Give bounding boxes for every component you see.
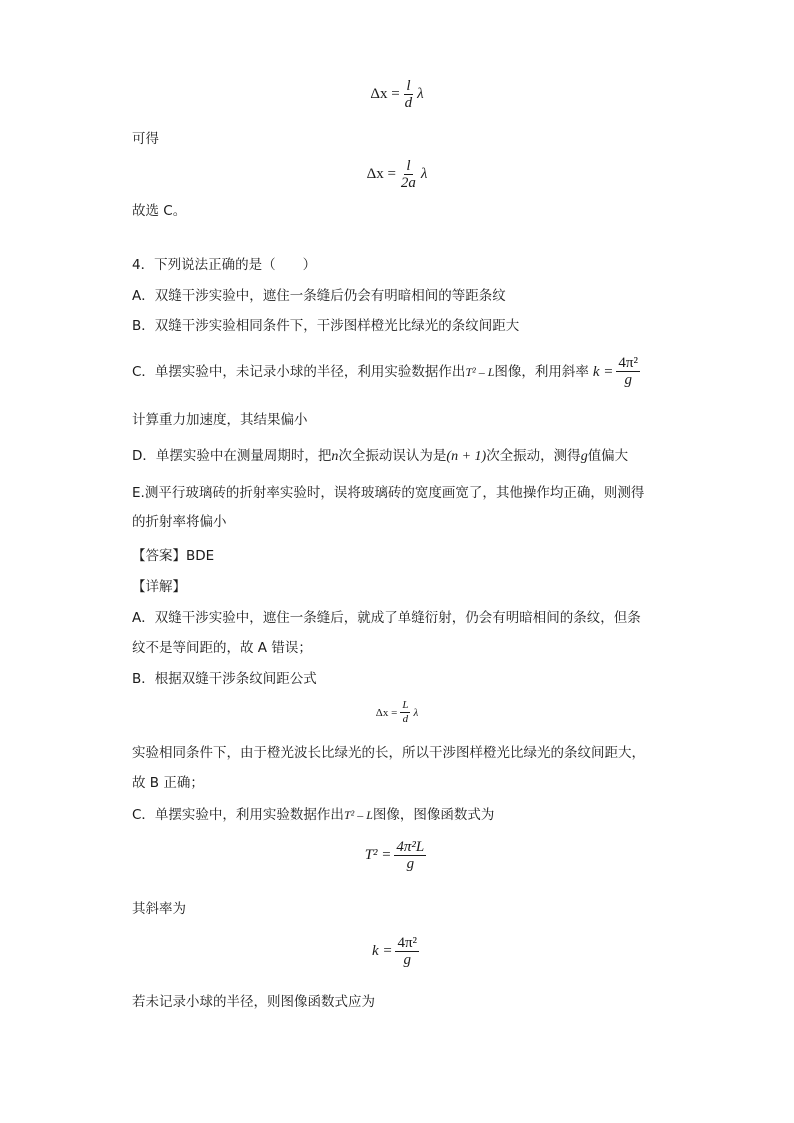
- option-c-graph-label: T² – L: [465, 364, 495, 379]
- option-d-n: n: [331, 449, 339, 464]
- option-d-n-plus-1: (n + 1): [446, 449, 487, 464]
- explanation-c-text: C．单摆实验中，利用实验数据作出: [132, 807, 344, 823]
- question-4-title: 4．下列说法正确的是（ ）: [132, 257, 317, 273]
- option-c: [132, 355, 643, 388]
- formula-denominator: g: [406, 856, 415, 872]
- formula-lhs: Δx =: [370, 86, 400, 102]
- option-d-text-end: 值偏大: [587, 448, 629, 464]
- option-a: A．双缝干涉实验中，遮住一条缝后仍会有明暗相间的等距条纹: [132, 288, 506, 304]
- option-d: [132, 446, 628, 467]
- formula-numerator: l: [406, 158, 411, 174]
- answer: 【答案】BDE: [132, 548, 215, 564]
- text-slope: 其斜率为: [132, 901, 186, 917]
- formula-numerator: 4π²: [618, 355, 638, 371]
- explanation-c-line1: [132, 805, 494, 825]
- text-kede: 可得: [132, 131, 159, 147]
- formula-lhs: Δx =: [366, 166, 396, 182]
- formula-numerator: L: [402, 699, 409, 711]
- formula-denominator: g: [403, 952, 411, 968]
- explanation-a-line1: A．双缝干涉实验中，遮住一条缝后，就成了单缝衍射，仍会有明暗相间的条纹，但条: [132, 610, 641, 626]
- option-d-text-mid: 次全振动误认为是: [338, 448, 447, 464]
- option-c-text: C．单摆实验中，未记录小球的半径，利用实验数据作出: [132, 363, 466, 380]
- option-d-text: D．单摆实验中在测量周期时，把: [132, 448, 332, 464]
- explanation-c-text-end: 图像，图像函数式为: [372, 807, 495, 823]
- formula-lhs: k =: [371, 943, 393, 959]
- formula-denominator: g: [624, 372, 632, 388]
- option-e-line2: 的折射率将偏小: [132, 514, 227, 530]
- explanation-a-line2: 纹不是等间距的，故 A 错误；: [132, 640, 312, 656]
- option-d-text-mid2: 次全振动，测得: [486, 448, 581, 464]
- formula-denominator: d: [402, 713, 409, 725]
- option-e-line1: E.测平行玻璃砖的折射率实验时，误将玻璃砖的宽度画宽了，其他操作均正确，则测得: [132, 485, 645, 501]
- formula-denominator: 2a: [400, 175, 416, 191]
- formula-lambda: λ: [420, 166, 428, 182]
- formula-period-squared: [0, 839, 794, 872]
- option-c-text-mid: 图像，利用斜率: [494, 363, 589, 380]
- formula-lambda: λ: [413, 706, 419, 719]
- explanation-b-line2: 实验相同条件下，由于橙光波长比绿光的长，所以干涉图样橙光比绿光的条纹间距大，: [132, 745, 645, 761]
- formula-fringe-spacing-1: [0, 78, 794, 111]
- option-d-g: g: [580, 449, 588, 464]
- explanation-b-line3: 故 B 正确；: [132, 775, 204, 791]
- text-choice-c: 故选 C。: [132, 203, 187, 219]
- text-last: 若未记录小球的半径，则图像函数式应为: [132, 994, 375, 1010]
- detail-heading: 【详解】: [132, 579, 186, 595]
- formula-lhs: T² =: [364, 847, 392, 863]
- formula-fringe-spacing-3: [0, 699, 794, 726]
- formula-numerator: 4π²: [397, 935, 418, 951]
- option-b: B．双缝干涉实验相同条件下，干涉图样橙光比绿光的条纹间距大: [132, 318, 520, 334]
- formula-lambda: λ: [417, 86, 424, 102]
- explanation-c-graph-label: T² – L: [343, 808, 373, 822]
- formula-lhs: Δx =: [375, 706, 398, 719]
- formula-fringe-spacing-2: [0, 158, 794, 191]
- formula-denominator: d: [404, 95, 413, 111]
- explanation-b-line1: B．根据双缝干涉条纹间距公式: [132, 671, 317, 687]
- formula-numerator: 4π²L: [396, 839, 425, 855]
- formula-numerator: l: [406, 78, 411, 94]
- formula-slope: [0, 935, 794, 968]
- formula-lhs: k =: [592, 363, 614, 380]
- option-c-end: 计算重力加速度，其结果偏小: [132, 412, 308, 428]
